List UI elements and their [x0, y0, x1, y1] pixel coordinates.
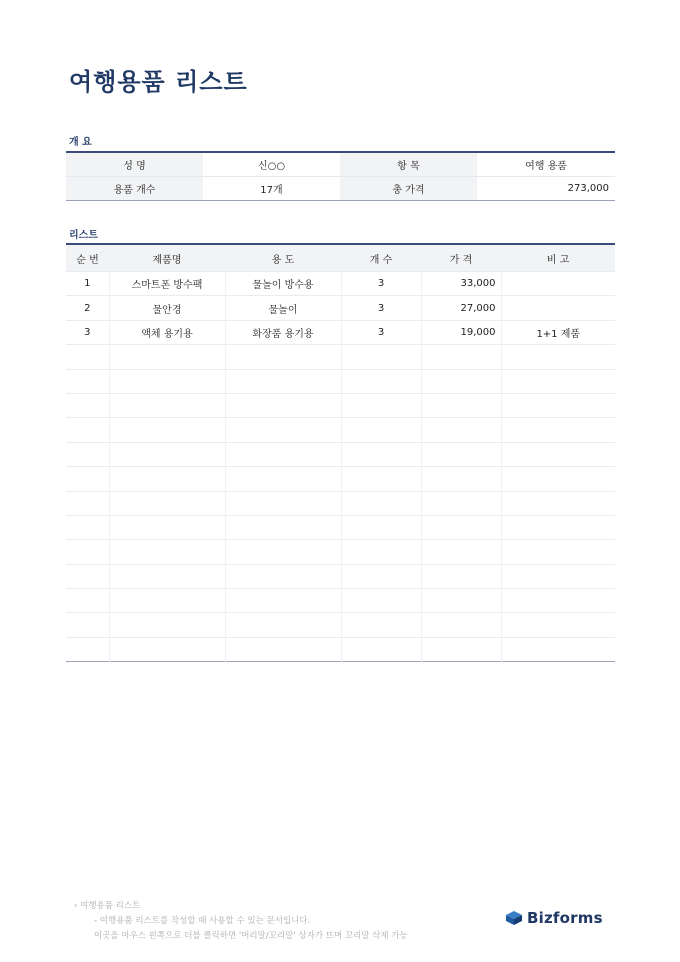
empty-cell[interactable]	[225, 442, 341, 466]
footer-description: - 여행용품 리스트를 작성할 때 사용할 수 있는 문서입니다.	[94, 916, 311, 926]
empty-cell[interactable]	[341, 393, 421, 417]
cell-qty[interactable]: 3	[341, 272, 421, 296]
cell-use[interactable]: 물놀이	[225, 296, 341, 320]
empty-cell[interactable]	[66, 418, 109, 442]
header-use: 용 도	[225, 244, 341, 272]
cell-name[interactable]: 물안경	[109, 296, 225, 320]
list-section-label: 리스트	[69, 230, 98, 241]
empty-cell[interactable]	[109, 637, 225, 661]
empty-table-row	[66, 589, 615, 613]
empty-cell[interactable]	[66, 564, 109, 588]
empty-cell[interactable]	[109, 491, 225, 515]
empty-cell[interactable]	[109, 345, 225, 369]
empty-cell[interactable]	[109, 369, 225, 393]
empty-cell[interactable]	[501, 515, 615, 539]
cell-price[interactable]: 19,000	[421, 320, 501, 344]
empty-table-row	[66, 637, 615, 661]
cell-note[interactable]: 1+1 제품	[501, 320, 615, 344]
header-name: 제품명	[109, 244, 225, 272]
empty-cell[interactable]	[66, 515, 109, 539]
total-price-label: 총 가격	[340, 177, 477, 201]
empty-cell[interactable]	[109, 467, 225, 491]
empty-cell[interactable]	[66, 369, 109, 393]
empty-cell[interactable]	[225, 613, 341, 637]
empty-cell[interactable]	[341, 564, 421, 588]
cell-no[interactable]: 1	[66, 272, 109, 296]
empty-cell[interactable]	[501, 393, 615, 417]
footer-title	[74, 899, 408, 914]
empty-cell[interactable]	[421, 515, 501, 539]
empty-cell[interactable]	[501, 467, 615, 491]
overview-table	[66, 151, 615, 201]
empty-cell[interactable]	[109, 564, 225, 588]
brand-logo	[505, 909, 603, 927]
cell-price[interactable]: 27,000	[421, 296, 501, 320]
empty-cell[interactable]	[501, 637, 615, 661]
empty-cell[interactable]	[341, 491, 421, 515]
empty-cell[interactable]	[341, 418, 421, 442]
empty-cell[interactable]	[109, 515, 225, 539]
empty-cell[interactable]	[501, 369, 615, 393]
table-row	[66, 272, 615, 296]
empty-cell[interactable]	[341, 613, 421, 637]
cell-note[interactable]	[501, 272, 615, 296]
empty-cell[interactable]	[225, 491, 341, 515]
item-count-value[interactable]: 17개	[203, 177, 340, 201]
empty-cell[interactable]	[421, 491, 501, 515]
header-qty: 개 수	[341, 244, 421, 272]
empty-cell[interactable]	[66, 589, 109, 613]
cell-price[interactable]: 33,000	[421, 272, 501, 296]
header-no: 순 번	[66, 244, 109, 272]
empty-table-row	[66, 345, 615, 369]
empty-cell[interactable]	[225, 515, 341, 539]
empty-table-row	[66, 491, 615, 515]
empty-cell[interactable]	[501, 442, 615, 466]
empty-cell[interactable]	[341, 637, 421, 661]
empty-cell[interactable]	[109, 540, 225, 564]
cell-qty[interactable]: 3	[341, 296, 421, 320]
cell-no[interactable]: 2	[66, 296, 109, 320]
empty-cell[interactable]	[225, 393, 341, 417]
empty-table-row	[66, 564, 615, 588]
page-footer	[74, 899, 408, 944]
cell-use[interactable]: 화장품 용기용	[225, 320, 341, 344]
empty-cell[interactable]	[341, 345, 421, 369]
empty-cell[interactable]	[109, 418, 225, 442]
overview-section-label: 개 요	[69, 137, 92, 148]
bizforms-logo-icon	[505, 910, 523, 926]
empty-table-row	[66, 515, 615, 539]
empty-cell[interactable]	[109, 613, 225, 637]
empty-cell[interactable]	[225, 564, 341, 588]
bullet-icon: ›	[74, 901, 78, 911]
empty-table-row	[66, 393, 615, 417]
empty-cell[interactable]	[421, 418, 501, 442]
empty-cell[interactable]	[341, 467, 421, 491]
empty-cell[interactable]	[109, 442, 225, 466]
empty-table-row	[66, 442, 615, 466]
empty-cell[interactable]	[341, 442, 421, 466]
empty-cell[interactable]	[225, 637, 341, 661]
empty-table-row	[66, 613, 615, 637]
item-list-table	[66, 243, 615, 662]
name-label: 성 명	[66, 152, 203, 177]
empty-cell[interactable]	[501, 540, 615, 564]
empty-cell[interactable]	[225, 467, 341, 491]
empty-cell[interactable]	[66, 637, 109, 661]
empty-cell[interactable]	[501, 613, 615, 637]
list-header-row	[66, 244, 615, 272]
empty-cell[interactable]	[501, 491, 615, 515]
total-price-value[interactable]: 273,000	[477, 177, 615, 201]
table-row	[66, 296, 615, 320]
empty-cell[interactable]	[501, 589, 615, 613]
table-row	[66, 320, 615, 344]
empty-cell[interactable]	[341, 515, 421, 539]
empty-cell[interactable]	[421, 467, 501, 491]
empty-cell[interactable]	[109, 589, 225, 613]
empty-cell[interactable]	[341, 369, 421, 393]
empty-cell[interactable]	[225, 345, 341, 369]
category-value[interactable]: 여행 용품	[477, 152, 615, 177]
empty-table-row	[66, 540, 615, 564]
empty-cell[interactable]	[109, 393, 225, 417]
empty-cell[interactable]	[421, 442, 501, 466]
cell-use[interactable]: 물놀이 방수용	[225, 272, 341, 296]
overview-row	[66, 177, 615, 201]
page-title: 여행용품 리스트	[69, 68, 248, 96]
empty-cell[interactable]	[66, 467, 109, 491]
empty-cell[interactable]	[66, 442, 109, 466]
empty-cell[interactable]	[341, 540, 421, 564]
empty-cell[interactable]	[501, 564, 615, 588]
empty-cell[interactable]	[225, 540, 341, 564]
empty-cell[interactable]	[421, 637, 501, 661]
empty-cell[interactable]	[421, 613, 501, 637]
brand-name: Bizforms	[527, 909, 603, 927]
item-count-label: 용품 개수	[66, 177, 203, 201]
empty-cell[interactable]	[66, 540, 109, 564]
cell-name[interactable]: 액체 용기용	[109, 320, 225, 344]
empty-cell[interactable]	[66, 393, 109, 417]
empty-cell[interactable]	[421, 564, 501, 588]
empty-cell[interactable]	[421, 369, 501, 393]
cell-name[interactable]: 스마트폰 방수팩	[109, 272, 225, 296]
empty-cell[interactable]	[501, 418, 615, 442]
empty-cell[interactable]	[421, 345, 501, 369]
footer-title-text: 여행용품 리스트	[80, 901, 141, 911]
category-label: 항 목	[340, 152, 477, 177]
cell-note[interactable]	[501, 296, 615, 320]
header-price: 가 격	[421, 244, 501, 272]
empty-cell[interactable]	[421, 589, 501, 613]
empty-cell[interactable]	[225, 418, 341, 442]
header-note: 비 고	[501, 244, 615, 272]
name-value[interactable]: 신○○	[203, 152, 340, 177]
footer-instruction: 이곳을 마우스 왼쪽으로 더블 클릭하면 '머리말/꼬리말' 상자가 뜨며 꼬리말 삭제 가능	[94, 931, 408, 941]
empty-table-row	[66, 467, 615, 491]
empty-table-row	[66, 418, 615, 442]
empty-cell[interactable]	[341, 589, 421, 613]
empty-cell[interactable]	[421, 540, 501, 564]
cell-no[interactable]: 3	[66, 320, 109, 344]
overview-row	[66, 152, 615, 177]
empty-cell[interactable]	[66, 345, 109, 369]
empty-cell[interactable]	[66, 613, 109, 637]
empty-cell[interactable]	[225, 369, 341, 393]
empty-cell[interactable]	[421, 393, 501, 417]
empty-cell[interactable]	[66, 491, 109, 515]
cell-qty[interactable]: 3	[341, 320, 421, 344]
empty-table-row	[66, 369, 615, 393]
empty-cell[interactable]	[501, 345, 615, 369]
empty-cell[interactable]	[225, 589, 341, 613]
